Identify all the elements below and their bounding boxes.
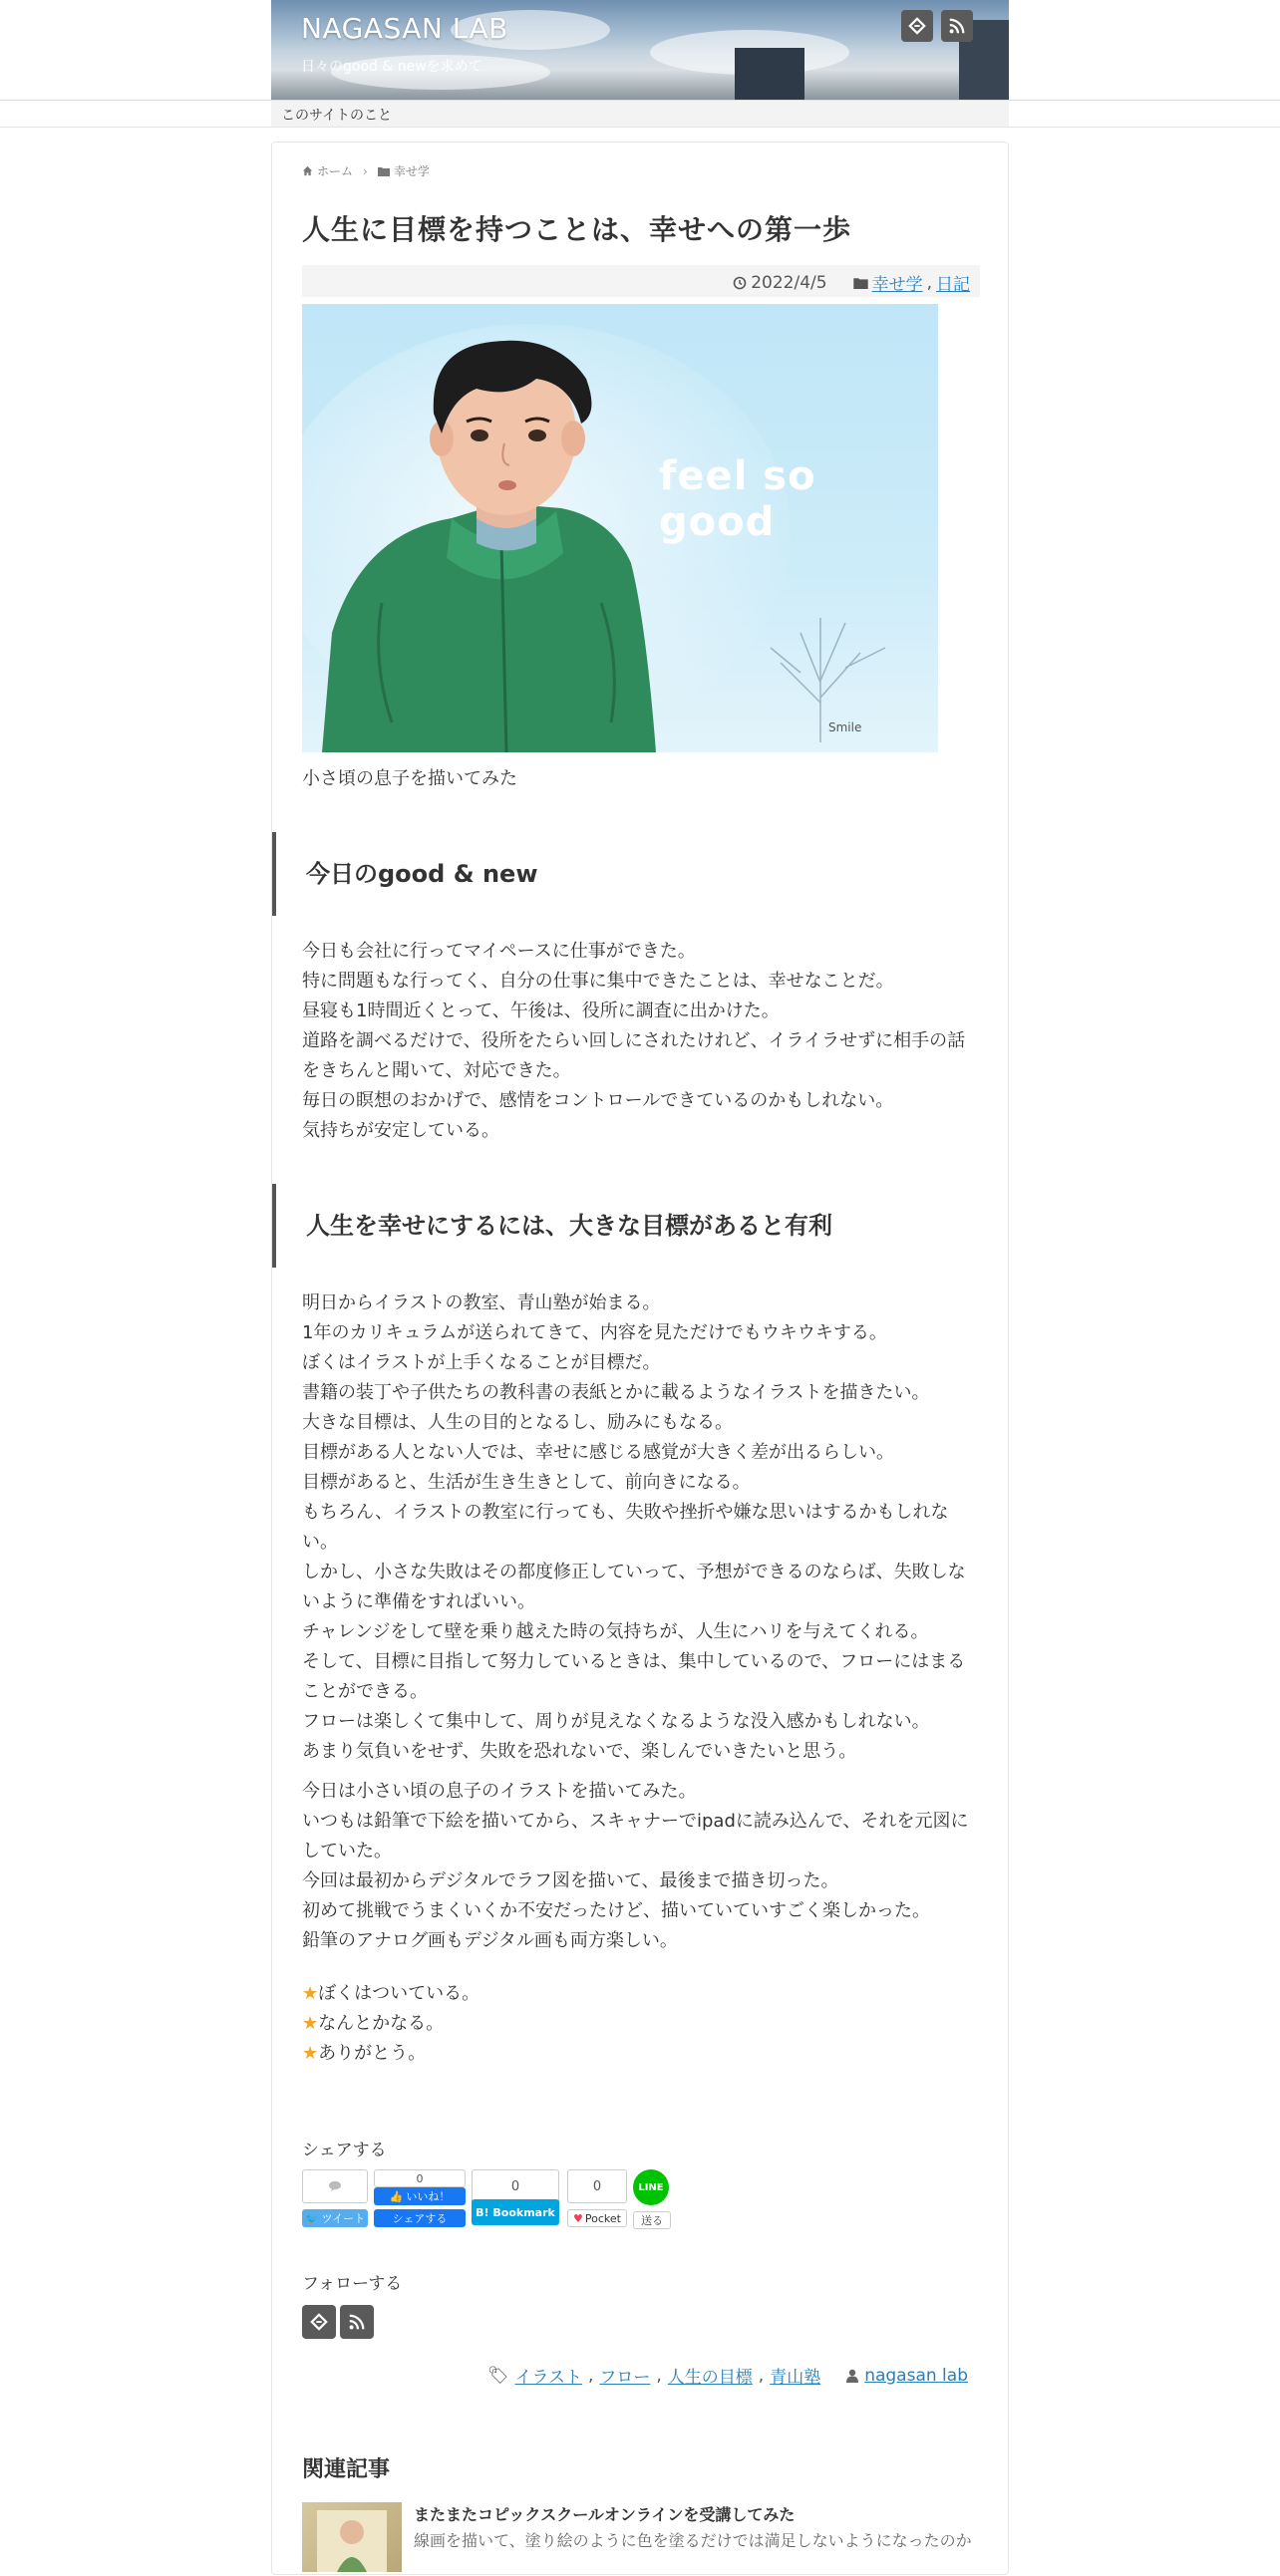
paragraph-line: もちろん、イラストの教室に行っても、失敗や挫折や嫌な思いはするかもしれない。 (302, 1502, 949, 1553)
folder-icon (853, 277, 868, 289)
pocket-count: 0 (567, 2169, 627, 2203)
tag-link[interactable]: イラスト (514, 2368, 582, 2388)
related-thumbnail-image (302, 2502, 402, 2572)
paragraph-line: そして、目標に目指して努力しているときは、集中しているので、フローにはまることができる。 (302, 1651, 966, 1702)
article-meta (302, 265, 980, 297)
section-heading: 今日のgood & new (272, 832, 1008, 916)
paragraph-line: 昼寝も1時間近くとって、午後は、役所に調査に出かけた。 (302, 1001, 780, 1021)
user-icon (846, 2369, 858, 2383)
paragraph-line: チャレンジをして壁を乗り越えた時の気持ちが、人生にハリを与えてくれる。 (302, 1621, 929, 1642)
affirmations (302, 1979, 980, 2069)
section-heading: 人生を幸せにするには、大きな目標があると有利 (272, 1184, 1008, 1268)
chevron-right-icon: › (363, 163, 368, 178)
feedly-icon[interactable] (901, 10, 933, 42)
affirmation-line: なんとかなる。 (318, 2013, 445, 2034)
related-thumbnail[interactable] (302, 2502, 402, 2572)
paragraph-line: 鉛筆のアナログ画もデジタル画も両方楽しい。 (302, 1930, 678, 1951)
rss-follow-icon[interactable] (340, 2305, 374, 2339)
paragraph-line: しかし、小さな失敗はその都度修正していって、予想ができるのならば、失敗しないように準備をすればいい。 (302, 1562, 966, 1612)
affirmation-line: ありがとう。 (318, 2043, 427, 2064)
paragraph-line: あまり気負いをせず、失敗を恐れないで、楽しんでいきたいと思う。 (302, 1741, 857, 1762)
affirmation-line: ぼくはついている。 (318, 1983, 480, 2004)
separator: , (758, 2365, 765, 2386)
paragraph-line: 今日も会社に行ってマイペースに仕事ができた。 (302, 941, 696, 962)
folder-icon (378, 166, 390, 176)
header-banner[interactable] (271, 0, 1009, 100)
paragraph-line: いつもは鉛筆で下絵を描いてから、スキャナーでipadに読み込んで、それを元図にしていた。 (302, 1811, 969, 1861)
paragraph-line: 今回は最初からデジタルでラフ図を描いて、最後まで描き切った。 (302, 1870, 839, 1891)
paragraph-line: フローは楽しくて集中して、周りが見えなくなるような没入感かもしれない。 (302, 1711, 930, 1732)
rss-icon[interactable] (941, 10, 973, 42)
article-title: 人生に目標を持つことは、幸せへの第一歩 (302, 213, 852, 246)
like-count: 0 (374, 2169, 466, 2187)
paragraph-line: 書籍の装丁や子供たちの教科書の表紙とかに載るようなイラストを描きたい。 (302, 1382, 930, 1403)
author-link[interactable]: nagasan lab (864, 2365, 968, 2386)
breadcrumb (302, 162, 430, 179)
image-caption: 小さ頃の息子を描いてみた (302, 768, 517, 789)
paragraph-line: 1年のカリキュラムが送られてきて、内容を見ただけでもウキウキする。 (302, 1322, 887, 1343)
paragraph-line: 気持ちが安定している。 (302, 1120, 499, 1141)
breadcrumb-home[interactable]: ホーム (317, 164, 354, 178)
site-tagline: 日々のgood & newを求めて (301, 59, 482, 75)
tweet-button[interactable] (302, 2169, 368, 2233)
paragraph-line: 特に問題もな行ってく、自分の仕事に集中できたことは、幸せなことだ。 (302, 971, 894, 992)
feedly-follow-icon[interactable] (302, 2305, 336, 2339)
star-icon: ★ (302, 2013, 319, 2034)
tweet-label: ツイート (321, 2212, 366, 2225)
like-label: いいね！ (406, 2190, 451, 2203)
tag-link[interactable]: 人生の目標 (667, 2368, 753, 2388)
pocket-icon: ♥ (573, 2211, 583, 2225)
like-button[interactable] (374, 2187, 466, 2205)
separator: , (926, 272, 932, 293)
follow-label: フォローする (302, 2274, 403, 2294)
section3-body (302, 1777, 980, 1956)
article-illustration (302, 304, 938, 752)
paragraph-line: 明日からイラストの教室、青山塾が始まる。 (302, 1292, 661, 1313)
tag-icon: 🏷 (486, 2365, 509, 2386)
paragraph-line: 道路を調べるだけで、役所をたらい回しにされたけれど、イライラせずに相手の話をきちんと聞いて、対応できた。 (302, 1030, 966, 1081)
illustration-signature: Smile (828, 720, 862, 734)
thumbs-up-icon: 👍 (389, 2189, 404, 2203)
pocket-button[interactable] (567, 2169, 627, 2233)
related-heading: 関連記事 (302, 2457, 391, 2482)
tag-list (487, 2363, 968, 2388)
hatena-count: 0 (472, 2169, 559, 2203)
paragraph-line: ぼくはイラストが上手くなることが目標だ。 (302, 1352, 661, 1373)
tweet-count-box (302, 2169, 368, 2203)
paragraph-line: 今日は小さい頃の息子のイラストを描いてみた。 (302, 1781, 697, 1802)
facebook-share-button[interactable] (374, 2169, 466, 2233)
star-icon: ★ (302, 1983, 319, 2004)
home-icon (302, 165, 313, 176)
facebook-share-label[interactable]: シェアする (374, 2209, 466, 2227)
line-icon: LINE (633, 2169, 669, 2205)
paragraph-line: 初めて挑戦でうまくいくか不安だったけど、描いていていすごく楽しかった。 (302, 1900, 930, 1921)
nav-item-about[interactable]: このサイトのこと (281, 108, 393, 124)
paragraph-line: 毎日の瞑想のおかげで、感情をコントロールできているのかもしれない。 (302, 1090, 894, 1111)
site-title[interactable]: NAGASAN LAB (301, 12, 508, 45)
star-icon: ★ (302, 2043, 319, 2064)
navbar (0, 101, 1280, 128)
separator: , (587, 2365, 594, 2386)
comment-icon (328, 2180, 342, 2192)
related-article-title[interactable]: またまたコピックスクールオンラインを受講してみた (414, 2505, 796, 2524)
pocket-label: Pocket (584, 2211, 621, 2225)
breadcrumb-category[interactable]: 幸せ学 (393, 164, 430, 178)
share-label: シェアする (302, 2141, 387, 2160)
tag-link[interactable]: 青山塾 (770, 2368, 821, 2388)
section1-body (302, 937, 980, 1146)
hatena-bookmark-button[interactable] (472, 2169, 559, 2233)
separator: , (656, 2365, 662, 2386)
related-article-excerpt: 線画を描いて、塗り絵のように色を塗るだけでは満足しないようになったのか (414, 2531, 972, 2550)
category-link[interactable]: 幸せ学 (871, 275, 923, 295)
clock-icon (733, 276, 747, 290)
illustration-text: feel so good (659, 453, 816, 545)
post-date: 2022/4/5 (751, 272, 827, 293)
line-share-button[interactable] (633, 2169, 671, 2233)
line-send-label: 送る (633, 2211, 671, 2229)
category-link[interactable]: 日記 (936, 275, 970, 295)
paragraph-line: 大きな目標は、人生の目的となるし、励みにもなる。 (302, 1412, 733, 1433)
paragraph-line: 目標がある人とない人では、幸せに感じる感覚が大きく差が出るらしい。 (302, 1442, 894, 1463)
section2-body (302, 1288, 980, 1767)
hatena-label: B! Bookmark (472, 2199, 559, 2225)
twitter-icon: 🐦 (304, 2211, 319, 2225)
building-shape (735, 48, 804, 100)
article-card (271, 142, 1009, 2575)
tag-link[interactable]: フロー (599, 2368, 651, 2388)
paragraph-line: 目標があると、生活が生き生きとして、前向きになる。 (302, 1472, 751, 1493)
